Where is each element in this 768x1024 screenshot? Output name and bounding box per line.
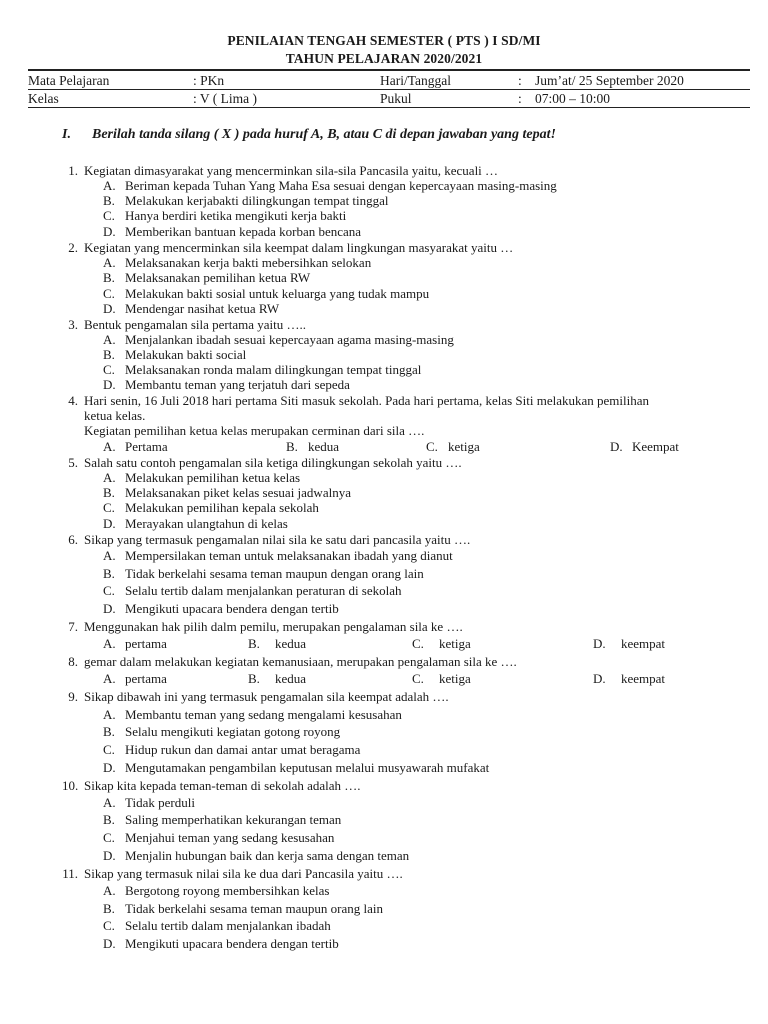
- question-text: Sikap kita kepada teman-teman di sekolah adalah ….: [84, 778, 361, 793]
- option-letter: A.: [103, 707, 116, 722]
- header-bottom-rule: [28, 107, 750, 108]
- question-text: Bentuk pengamalan sila pertama yaitu …..: [84, 317, 307, 332]
- option-letter: C.: [103, 830, 115, 845]
- option-letter: A.: [103, 671, 116, 686]
- option-letter: C.: [412, 636, 424, 651]
- option-letter: C.: [412, 671, 424, 686]
- option-text: Menjalankan ibadah sesuai kepercayaan agama masing-masing: [125, 332, 454, 347]
- option-text: pertama: [125, 671, 167, 686]
- option-text: ketiga: [439, 636, 471, 651]
- option-letter: D.: [593, 636, 606, 651]
- option-letter: B.: [103, 566, 115, 581]
- option-text: Mendengar nasihat ketua RW: [125, 301, 280, 316]
- option-text: Keempat: [632, 439, 679, 454]
- question-number: 1.: [68, 163, 78, 178]
- option-letter: B.: [103, 347, 115, 362]
- option-text: Melaksanakan pemilihan ketua RW: [125, 270, 311, 285]
- option-text: Melaksanakan ronda malam dilingkungan tempat tinggal: [125, 362, 422, 377]
- question-text: Sikap dibawah ini yang termasuk pengamalan sila keempat adalah ….: [84, 689, 449, 704]
- option-letter: C.: [103, 362, 115, 377]
- option-letter: D.: [103, 301, 116, 316]
- school-year-title: TAHUN PELAJARAN 2020/2021: [285, 51, 483, 66]
- question-number: 10.: [62, 778, 79, 793]
- question-text: Sikap yang termasuk nilai sila ke dua dari Pancasila yaitu ….: [84, 866, 403, 881]
- option-letter: D.: [103, 516, 116, 531]
- option-letter: A.: [103, 636, 116, 651]
- option-letter: A.: [103, 795, 116, 810]
- option-letter: B.: [248, 636, 260, 651]
- option-text: Hanya berdiri ketika mengikuti kerja bakti: [125, 208, 347, 223]
- option-text: Melakukan pemilihan ketua kelas: [125, 470, 301, 485]
- time-label: Pukul: [380, 91, 412, 106]
- option-letter: C.: [103, 583, 115, 598]
- option-letter: B.: [103, 812, 115, 827]
- option-text: Menjalin hubungan baik dan kerja sama dengan teman: [125, 848, 410, 863]
- option-text: Beriman kepada Tuhan Yang Maha Esa sesuai dengan kepercayaan masing-masing: [125, 178, 557, 193]
- option-text: Melakukan pemilihan kepala sekolah: [125, 500, 319, 515]
- question-text: Hari senin, 16 Juli 2018 hari pertama Siti masuk sekolah. Pada hari pertama, kelas Siti melakukan pemilihan: [84, 393, 650, 408]
- option-text: Melakukan bakti social: [125, 347, 247, 362]
- option-letter: B.: [103, 270, 115, 285]
- option-letter: B.: [103, 193, 115, 208]
- question-number: 9.: [68, 689, 78, 704]
- option-text: kedua: [308, 439, 340, 454]
- class-value: : V ( Lima ): [193, 91, 257, 106]
- option-text: Selalu tertib dalam menjalankan peraturan di sekolah: [125, 583, 402, 598]
- option-text: Membantu teman yang terjatuh dari sepeda: [125, 377, 350, 392]
- option-letter: D.: [103, 377, 116, 392]
- option-text: Merayakan ulangtahun di kelas: [125, 516, 288, 531]
- day-date-label: Hari/Tanggal: [380, 73, 452, 88]
- option-text: keempat: [621, 671, 666, 686]
- question-text: Kegiatan dimasyarakat yang mencerminkan sila-sila Pancasila yaitu, kecuali …: [84, 163, 499, 178]
- option-letter: D.: [103, 936, 116, 951]
- option-letter: D.: [103, 601, 116, 616]
- option-letter: A.: [103, 439, 116, 454]
- day-date-value: Jum’at/ 25 September 2020: [535, 73, 684, 88]
- option-letter: D.: [103, 224, 116, 239]
- option-letter: A.: [103, 883, 116, 898]
- option-letter: D.: [103, 848, 116, 863]
- exam-title: PENILAIAN TENGAH SEMESTER ( PTS ) I SD/MI: [227, 33, 541, 48]
- option-letter: A.: [103, 470, 116, 485]
- option-text: Hidup rukun dan damai antar umat beragama: [125, 742, 361, 757]
- option-text: Selalu tertib dalam menjalankan ibadah: [125, 918, 331, 933]
- option-letter: C.: [103, 918, 115, 933]
- option-letter: B.: [103, 485, 115, 500]
- question-number: 2.: [68, 240, 78, 255]
- option-letter: C.: [103, 742, 115, 757]
- instruction-text: Berilah tanda silang ( X ) pada huruf A, B, atau C di depan jawaban yang tepat!: [92, 127, 556, 142]
- option-text: Mempersilakan teman untuk melaksanakan ibadah yang dianut: [125, 548, 453, 563]
- option-text: ketiga: [448, 439, 480, 454]
- option-text: pertama: [125, 636, 167, 651]
- option-letter: A.: [103, 332, 116, 347]
- option-text: kedua: [275, 671, 307, 686]
- option-text: Melakukan bakti sosial untuk keluarga yang tudak mampu: [125, 286, 430, 301]
- option-text: Pertama: [125, 439, 168, 454]
- option-letter: B.: [248, 671, 260, 686]
- class-label: Kelas: [28, 91, 59, 106]
- option-letter: D.: [610, 439, 623, 454]
- question-text: Salah satu contoh pengamalan sila ketiga dilingkungan sekolah yaitu ….: [84, 455, 462, 470]
- option-letter: B.: [103, 901, 115, 916]
- option-text: Menjahui teman yang sedang kesusahan: [125, 830, 335, 845]
- time-colon: :: [518, 91, 522, 106]
- option-text: Tidak berkelahi sesama teman maupun orang lain: [125, 901, 384, 916]
- question-text-continued: ketua kelas.: [84, 408, 146, 423]
- option-text: Memberikan bantuan kepada korban bencana: [125, 224, 362, 239]
- option-text: Selalu mengikuti kegiatan gotong royong: [125, 724, 341, 739]
- option-text: ketiga: [439, 671, 471, 686]
- option-letter: A.: [103, 548, 116, 563]
- option-text: Melaksanakan piket kelas sesuai jadwalnya: [125, 485, 351, 500]
- option-text: keempat: [621, 636, 666, 651]
- option-text: Mengutamakan pengambilan keputusan melalui musyawarah mufakat: [125, 760, 490, 775]
- question-number: 11.: [62, 866, 78, 881]
- question-number: 5.: [68, 455, 78, 470]
- time-value: 07:00 – 10:00: [535, 91, 611, 106]
- option-letter: A.: [103, 255, 116, 270]
- section-number: I.: [62, 127, 71, 142]
- option-text: Saling memperhatikan kekurangan teman: [125, 812, 342, 827]
- question-number: 8.: [68, 654, 78, 669]
- option-letter: C.: [103, 208, 115, 223]
- option-text: Membantu teman yang sedang mengalami kesusahan: [125, 707, 402, 722]
- question-text: Menggunakan hak pilih dalm pemilu, merupakan pengalaman sila ke ….: [84, 619, 463, 634]
- option-text: Melakukan kerjabakti dilingkungan tempat tinggal: [125, 193, 389, 208]
- header-mid-rule: [28, 89, 750, 90]
- option-letter: A.: [103, 178, 116, 193]
- option-letter: B.: [103, 724, 115, 739]
- option-text: Mengikuti upacara bendera dengan tertib: [125, 936, 339, 951]
- question-number: 6.: [68, 532, 78, 547]
- question-text: Kegiatan yang mencerminkan sila keempat dalam lingkungan masyarakat yaitu …: [84, 240, 514, 255]
- option-letter: C.: [426, 439, 438, 454]
- question-number: 4.: [68, 393, 78, 408]
- option-text: kedua: [275, 636, 307, 651]
- subject-label: Mata Pelajaran: [28, 73, 110, 88]
- question-text-continued: Kegiatan pemilihan ketua kelas merupakan cerminan dari sila ….: [84, 423, 425, 438]
- option-letter: D.: [103, 760, 116, 775]
- option-letter: C.: [103, 286, 115, 301]
- subject-value: : PKn: [193, 73, 225, 88]
- option-text: Tidak perduli: [125, 795, 195, 810]
- option-text: Melaksanakan kerja bakti mebersihkan selokan: [125, 255, 372, 270]
- option-text: Mengikuti upacara bendera dengan tertib: [125, 601, 339, 616]
- option-letter: B.: [286, 439, 298, 454]
- question-number: 3.: [68, 317, 78, 332]
- question-number: 7.: [68, 619, 78, 634]
- option-letter: C.: [103, 500, 115, 515]
- question-text: Sikap yang termasuk pengamalan nilai sila ke satu dari pancasila yaitu ….: [84, 532, 471, 547]
- option-letter: D.: [593, 671, 606, 686]
- option-text: Bergotong royong membersihkan kelas: [125, 883, 330, 898]
- day-date-colon: :: [518, 73, 522, 88]
- question-text: gemar dalam melakukan kegiatan kemanusiaan, merupakan pengalaman sila ke ….: [84, 654, 517, 669]
- header-top-rule: [28, 69, 750, 71]
- option-text: Tidak berkelahi sesama teman maupun dengan orang lain: [125, 566, 424, 581]
